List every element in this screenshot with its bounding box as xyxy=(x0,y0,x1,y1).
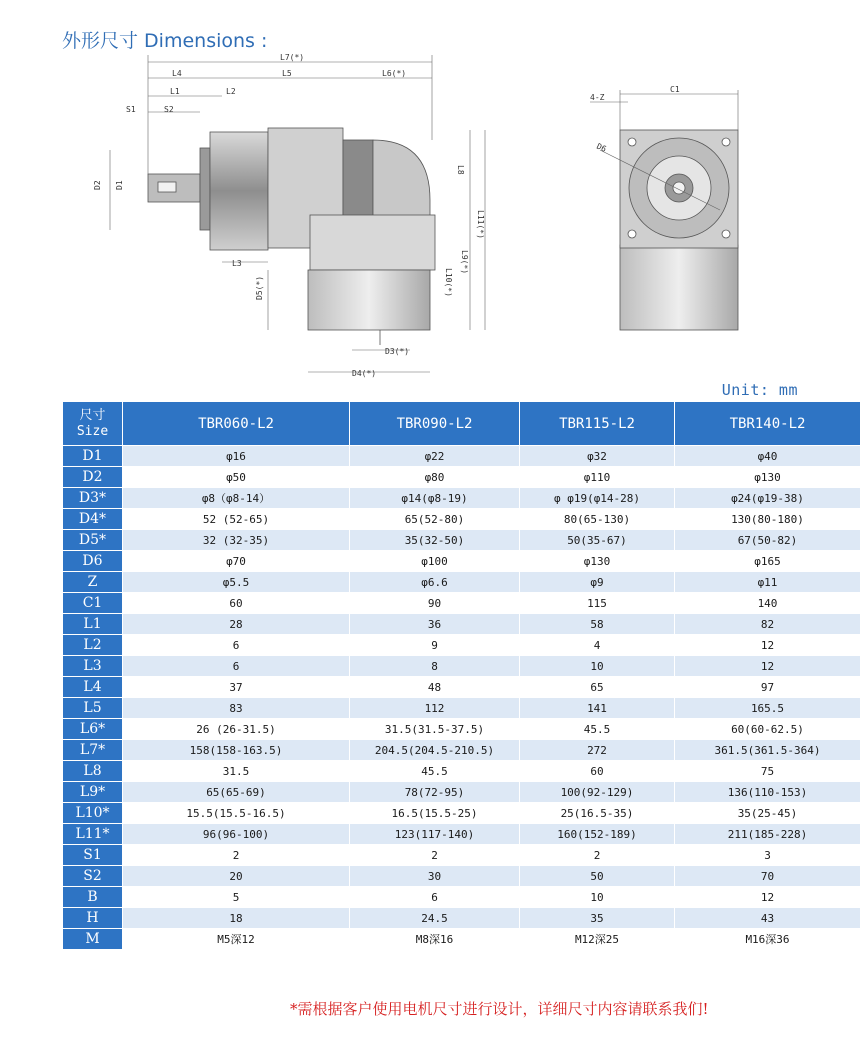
table-cell: 50(35-67) xyxy=(520,530,675,551)
table-cell: 31.5 xyxy=(123,761,350,782)
svg-text:L3: L3 xyxy=(232,259,242,268)
dimension-drawing xyxy=(0,0,860,380)
table-row xyxy=(63,551,860,572)
table-cell: 10 xyxy=(520,887,675,908)
svg-text:L1: L1 xyxy=(170,87,180,96)
table-cell: 90 xyxy=(350,593,520,614)
table-row xyxy=(63,446,860,467)
table-cell: 48 xyxy=(350,677,520,698)
table-row xyxy=(63,467,860,488)
table-cell: 115 xyxy=(520,593,675,614)
svg-text:L2: L2 xyxy=(226,87,236,96)
table-cell: 9 xyxy=(350,635,520,656)
row-label: M xyxy=(63,929,123,950)
table-row xyxy=(63,677,860,698)
table-row xyxy=(63,698,860,719)
table-cell: 52 (52-65) xyxy=(123,509,350,530)
table-cell: φ165 xyxy=(675,551,860,572)
table-row xyxy=(63,572,860,593)
table-cell: 43 xyxy=(675,908,860,929)
table-cell: 15.5(15.5-16.5) xyxy=(123,803,350,824)
table-cell: 37 xyxy=(123,677,350,698)
side-view xyxy=(148,128,435,345)
model-header: TBR140-L2 xyxy=(675,402,860,446)
svg-text:L8: L8 xyxy=(456,165,465,175)
row-label: C1 xyxy=(63,593,123,614)
table-cell: φ φ19(φ14-28) xyxy=(520,488,675,509)
table-cell: 70 xyxy=(675,866,860,887)
table-cell: 8 xyxy=(350,656,520,677)
svg-text:L6(*): L6(*) xyxy=(382,69,407,78)
table-cell: 2 xyxy=(520,845,675,866)
table-cell: 18 xyxy=(123,908,350,929)
row-label: L4 xyxy=(63,677,123,698)
row-label: B xyxy=(63,887,123,908)
row-label: D5* xyxy=(63,530,123,551)
table-row xyxy=(63,635,860,656)
table-cell: 204.5(204.5-210.5) xyxy=(350,740,520,761)
svg-text:D6: D6 xyxy=(595,141,608,154)
model-header: TBR060-L2 xyxy=(123,402,350,446)
table-cell: 6 xyxy=(350,887,520,908)
table-row xyxy=(63,719,860,740)
table-cell: 123(117-140) xyxy=(350,824,520,845)
table-cell: 361.5(361.5-364) xyxy=(675,740,860,761)
table-row xyxy=(63,929,860,950)
table-cell: 140 xyxy=(675,593,860,614)
spec-table xyxy=(62,401,860,950)
table-cell: 20 xyxy=(123,866,350,887)
svg-text:L11(*): L11(*) xyxy=(476,210,485,239)
table-cell: 26 (26-31.5) xyxy=(123,719,350,740)
table-cell: 82 xyxy=(675,614,860,635)
table-cell: 4 xyxy=(520,635,675,656)
row-label: L5 xyxy=(63,698,123,719)
table-cell: 2 xyxy=(350,845,520,866)
table-row xyxy=(63,656,860,677)
svg-text:4-Z: 4-Z xyxy=(590,93,605,102)
table-cell: 2 xyxy=(123,845,350,866)
table-cell: M8深16 xyxy=(350,929,520,950)
table-cell: 67(50-82) xyxy=(675,530,860,551)
row-label: D2 xyxy=(63,467,123,488)
table-cell: φ6.6 xyxy=(350,572,520,593)
table-cell: M12深25 xyxy=(520,929,675,950)
table-cell: 45.5 xyxy=(350,761,520,782)
svg-text:L9(*): L9(*) xyxy=(460,250,469,275)
svg-text:D1: D1 xyxy=(115,180,124,190)
table-cell: 112 xyxy=(350,698,520,719)
row-label: H xyxy=(63,908,123,929)
row-label: L1 xyxy=(63,614,123,635)
row-label: S1 xyxy=(63,845,123,866)
svg-text:L10(*): L10(*) xyxy=(444,268,453,297)
row-label: L9* xyxy=(63,782,123,803)
table-cell: φ40 xyxy=(675,446,860,467)
table-row xyxy=(63,740,860,761)
row-label: L6* xyxy=(63,719,123,740)
table-cell: φ9 xyxy=(520,572,675,593)
table-cell: 65(65-69) xyxy=(123,782,350,803)
svg-text:D4(*): D4(*) xyxy=(352,369,377,378)
table-cell: 10 xyxy=(520,656,675,677)
table-cell: 165.5 xyxy=(675,698,860,719)
table-cell: φ14(φ8-19) xyxy=(350,488,520,509)
svg-text:D5(*): D5(*) xyxy=(255,275,264,300)
svg-text:D2: D2 xyxy=(93,180,102,190)
table-cell: 65 xyxy=(520,677,675,698)
table-cell: 30 xyxy=(350,866,520,887)
row-label: L3 xyxy=(63,656,123,677)
table-row xyxy=(63,488,860,509)
row-label: L10* xyxy=(63,803,123,824)
table-row xyxy=(63,593,860,614)
table-cell: 25(16.5-35) xyxy=(520,803,675,824)
table-cell: 35(25-45) xyxy=(675,803,860,824)
svg-text:L5: L5 xyxy=(282,69,292,78)
table-cell: φ16 xyxy=(123,446,350,467)
table-cell: 75 xyxy=(675,761,860,782)
unit-label: Unit: mm xyxy=(721,381,798,399)
table-cell: 31.5(31.5-37.5) xyxy=(350,719,520,740)
model-header: TBR115-L2 xyxy=(520,402,675,446)
table-cell: 160(152-189) xyxy=(520,824,675,845)
svg-text:C1: C1 xyxy=(670,85,680,94)
table-row xyxy=(63,866,860,887)
table-cell: 16.5(15.5-25) xyxy=(350,803,520,824)
table-cell: 12 xyxy=(675,635,860,656)
table-cell: 130(80-180) xyxy=(675,509,860,530)
table-cell: φ22 xyxy=(350,446,520,467)
table-cell: 24.5 xyxy=(350,908,520,929)
table-cell: φ8（φ8-14） xyxy=(123,488,350,509)
table-row xyxy=(63,803,860,824)
table-row xyxy=(63,908,860,929)
table-cell: 211(185-228) xyxy=(675,824,860,845)
table-row xyxy=(63,614,860,635)
table-cell: φ11 xyxy=(675,572,860,593)
table-cell: φ80 xyxy=(350,467,520,488)
table-row xyxy=(63,887,860,908)
table-cell: 100(92-129) xyxy=(520,782,675,803)
table-cell: 58 xyxy=(520,614,675,635)
table-cell: 60(60-62.5) xyxy=(675,719,860,740)
row-label: D1 xyxy=(63,446,123,467)
table-cell: 158(158-163.5) xyxy=(123,740,350,761)
table-cell: 36 xyxy=(350,614,520,635)
table-row xyxy=(63,782,860,803)
table-cell: 141 xyxy=(520,698,675,719)
svg-text:L4: L4 xyxy=(172,69,182,78)
row-label: S2 xyxy=(63,866,123,887)
svg-text:L7(*): L7(*) xyxy=(280,53,305,62)
table-row xyxy=(63,761,860,782)
table-cell: 6 xyxy=(123,635,350,656)
table-cell: φ24(φ19-38) xyxy=(675,488,860,509)
row-label: L7* xyxy=(63,740,123,761)
table-cell: φ110 xyxy=(520,467,675,488)
table-cell: 28 xyxy=(123,614,350,635)
table-cell: 83 xyxy=(123,698,350,719)
row-label: D6 xyxy=(63,551,123,572)
size-header: 尺寸 Size xyxy=(63,402,123,446)
svg-text:S2: S2 xyxy=(164,105,174,114)
footer-note: *需根据客户使用电机尺寸进行设计，详细尺寸内容请联系我们! xyxy=(290,1000,709,1018)
table-row xyxy=(63,824,860,845)
table-row xyxy=(63,530,860,551)
table-cell: φ100 xyxy=(350,551,520,572)
table-header-row xyxy=(63,402,860,446)
row-label: L2 xyxy=(63,635,123,656)
table-row xyxy=(63,845,860,866)
table-cell: φ50 xyxy=(123,467,350,488)
table-cell: φ5.5 xyxy=(123,572,350,593)
table-cell: φ70 xyxy=(123,551,350,572)
svg-text:S1: S1 xyxy=(126,105,136,114)
row-label: L11* xyxy=(63,824,123,845)
table-cell: 78(72-95) xyxy=(350,782,520,803)
table-cell: 272 xyxy=(520,740,675,761)
table-cell: 136(110-153) xyxy=(675,782,860,803)
table-cell: φ130 xyxy=(675,467,860,488)
row-label: L8 xyxy=(63,761,123,782)
row-label: D3* xyxy=(63,488,123,509)
table-cell: 60 xyxy=(520,761,675,782)
page-title: 外形尺寸 Dimensions : xyxy=(62,30,268,52)
table-cell: φ32 xyxy=(520,446,675,467)
table-cell: 32 (32-35) xyxy=(123,530,350,551)
table-cell: 45.5 xyxy=(520,719,675,740)
table-cell: 50 xyxy=(520,866,675,887)
table-cell: 60 xyxy=(123,593,350,614)
row-label: Z xyxy=(63,572,123,593)
table-cell: φ130 xyxy=(520,551,675,572)
row-label: D4* xyxy=(63,509,123,530)
table-row xyxy=(63,509,860,530)
table-cell: M16深36 xyxy=(675,929,860,950)
front-view xyxy=(620,130,738,330)
svg-text:D3(*): D3(*) xyxy=(385,347,410,356)
table-cell: 5 xyxy=(123,887,350,908)
table-cell: 97 xyxy=(675,677,860,698)
table-cell: 96(96-100) xyxy=(123,824,350,845)
table-cell: 12 xyxy=(675,656,860,677)
table-cell: 35(32-50) xyxy=(350,530,520,551)
table-cell: M5深12 xyxy=(123,929,350,950)
table-cell: 80(65-130) xyxy=(520,509,675,530)
model-header: TBR090-L2 xyxy=(350,402,520,446)
table-cell: 35 xyxy=(520,908,675,929)
table-cell: 6 xyxy=(123,656,350,677)
table-cell: 12 xyxy=(675,887,860,908)
table-cell: 65(52-80) xyxy=(350,509,520,530)
table-cell: 3 xyxy=(675,845,860,866)
